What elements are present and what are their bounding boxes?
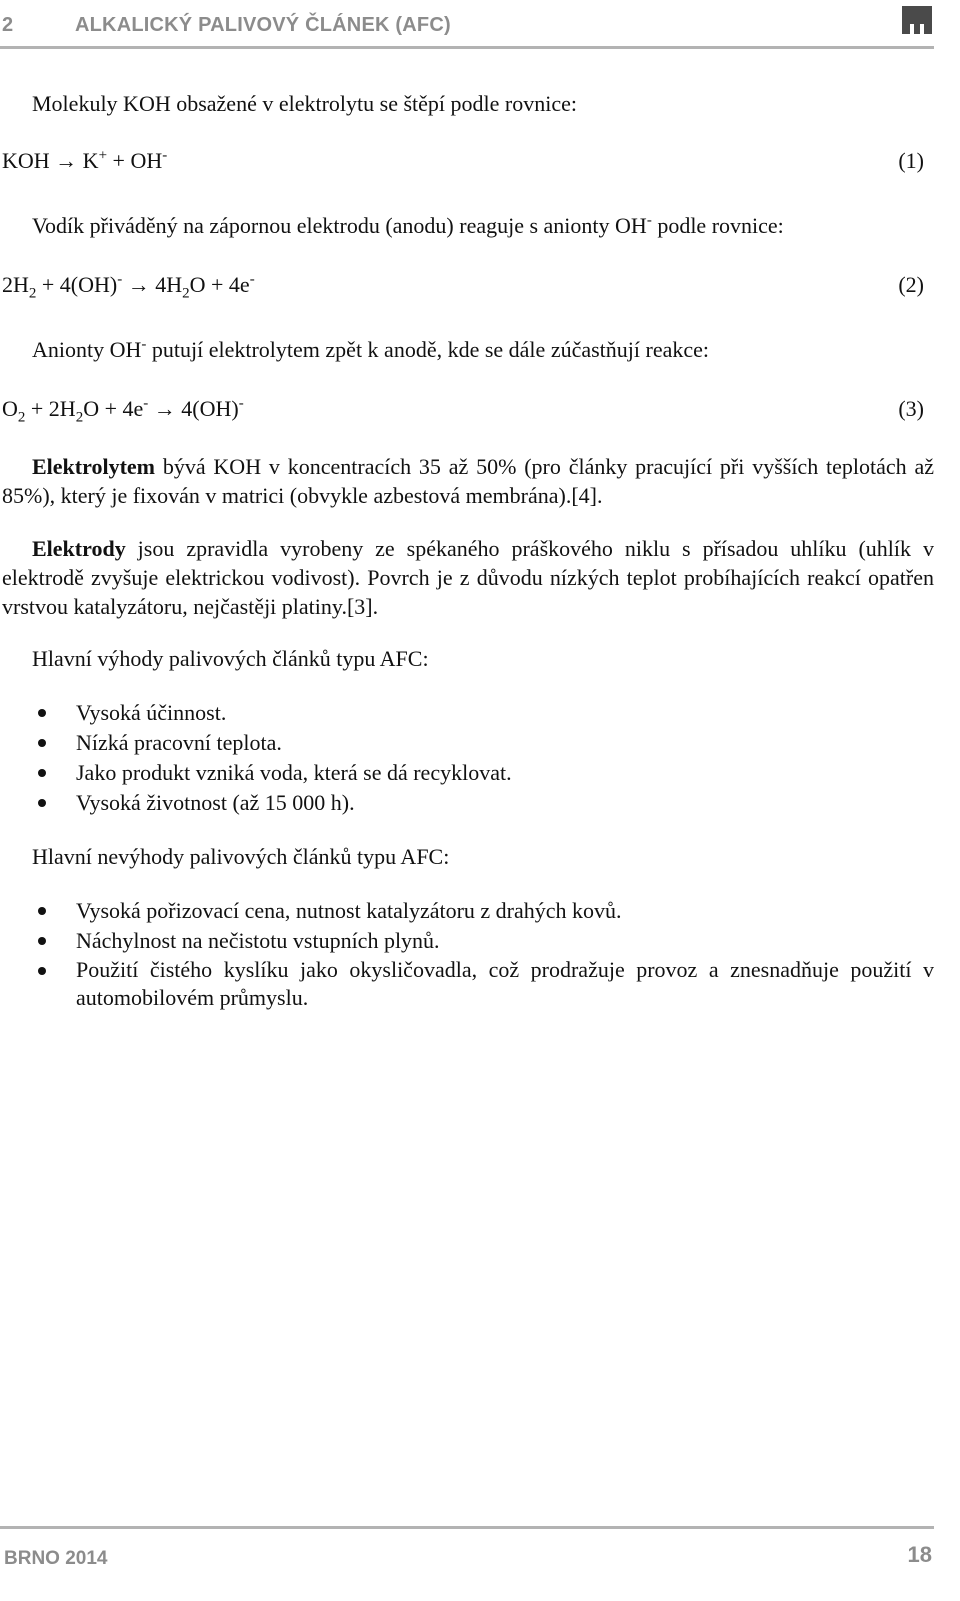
list-item: Nízká pracovní teplota. bbox=[0, 728, 934, 758]
bullet-icon bbox=[38, 937, 46, 945]
electrolyte-paragraph: Elektrolytem bývá KOH v koncentracích 35 až 50% (pro články pracující při vyšších teplotách až 85%), který je fixován v matrici (obvykle azbestová membrána).[4]. bbox=[2, 454, 934, 508]
footer-place-year: BRNO 2014 bbox=[4, 1548, 108, 1569]
equation-2-formula: $2H_2 + 4(OH)^- \to 4H_2O + 4e^-$ bbox=[2, 271, 255, 302]
bullet-icon bbox=[38, 709, 46, 717]
chapter-title: ALKALICKÝ PALIVOVÝ ČLÁNEK (AFC) bbox=[75, 14, 451, 36]
university-logo-icon bbox=[902, 6, 932, 34]
list-item: Vysoká pořizovací cena, nutnost katalyzátoru z drahých kovů. bbox=[0, 896, 934, 926]
equation-3 bbox=[2, 396, 924, 430]
bullet-icon bbox=[38, 739, 46, 747]
equation-1-number: (1) bbox=[898, 148, 924, 173]
electrolyte-term: Elektrolytem bbox=[32, 454, 156, 479]
list-item: Vysoká účinnost. bbox=[0, 698, 934, 728]
list-item: Náchylnost na nečistotu vstupních plynů. bbox=[0, 926, 934, 956]
page-number: 18 bbox=[907, 1542, 932, 1567]
list-item: Jako produkt vzniká voda, která se dá recyklovat. bbox=[0, 758, 934, 788]
equation-2-number: (2) bbox=[898, 272, 924, 297]
list-item: Použití čistého kyslíku jako okysličovadla, což prodražuje provoz a znesnadňuje použití v automobilovém průmyslu. bbox=[0, 956, 934, 1012]
intro-paragraph-3: Anionty OH- putují elektrolytem zpět k anodě, kde se dále zúčastňují reakce: bbox=[32, 336, 710, 362]
equation-3-formula: $O_2 + 2H_2O + 4e^- \to 4(OH)^-$ bbox=[2, 395, 244, 426]
advantages-list bbox=[0, 698, 934, 818]
list-item: Vysoká životnost (až 15 000 h). bbox=[0, 788, 934, 818]
intro-paragraph-2: Vodík přiváděný na zápornou elektrodu (anodu) reaguje s anionty OH- podle rovnice: bbox=[32, 212, 784, 238]
bullet-icon bbox=[38, 907, 46, 915]
chapter-number: 2 bbox=[2, 14, 14, 36]
bullet-icon bbox=[38, 967, 46, 975]
equation-3-number: (3) bbox=[898, 396, 924, 421]
footer-rule bbox=[0, 1526, 934, 1529]
advantages-heading: Hlavní výhody palivových článků typu AFC: bbox=[32, 646, 429, 671]
bullet-icon bbox=[38, 799, 46, 807]
disadvantages-list bbox=[0, 896, 934, 1012]
disadvantages-heading: Hlavní nevýhody palivových článků typu AFC: bbox=[32, 844, 450, 869]
equation-2 bbox=[2, 272, 924, 306]
electrodes-paragraph: Elektrody jsou zpravidla vyrobeny ze spékaného práškového niklu s přísadou uhlíku (uhlík v elektrodě zvyšuje elektrickou vodivost). Povrch je z důvodu nízkých teplot probíhajících reakcí opatřen vrstvou katalyzátoru, nejčastěji platiny.[3]. bbox=[2, 536, 934, 619]
equation-1-formula: KOH → K+ + OH- bbox=[2, 147, 168, 173]
bullet-icon bbox=[38, 769, 46, 777]
electrodes-term: Elektrody bbox=[32, 536, 126, 561]
intro-paragraph-1: Molekuly KOH obsažené v elektrolytu se štěpí podle rovnice: bbox=[32, 91, 577, 116]
running-header bbox=[0, 0, 934, 49]
equation-1 bbox=[2, 148, 924, 182]
